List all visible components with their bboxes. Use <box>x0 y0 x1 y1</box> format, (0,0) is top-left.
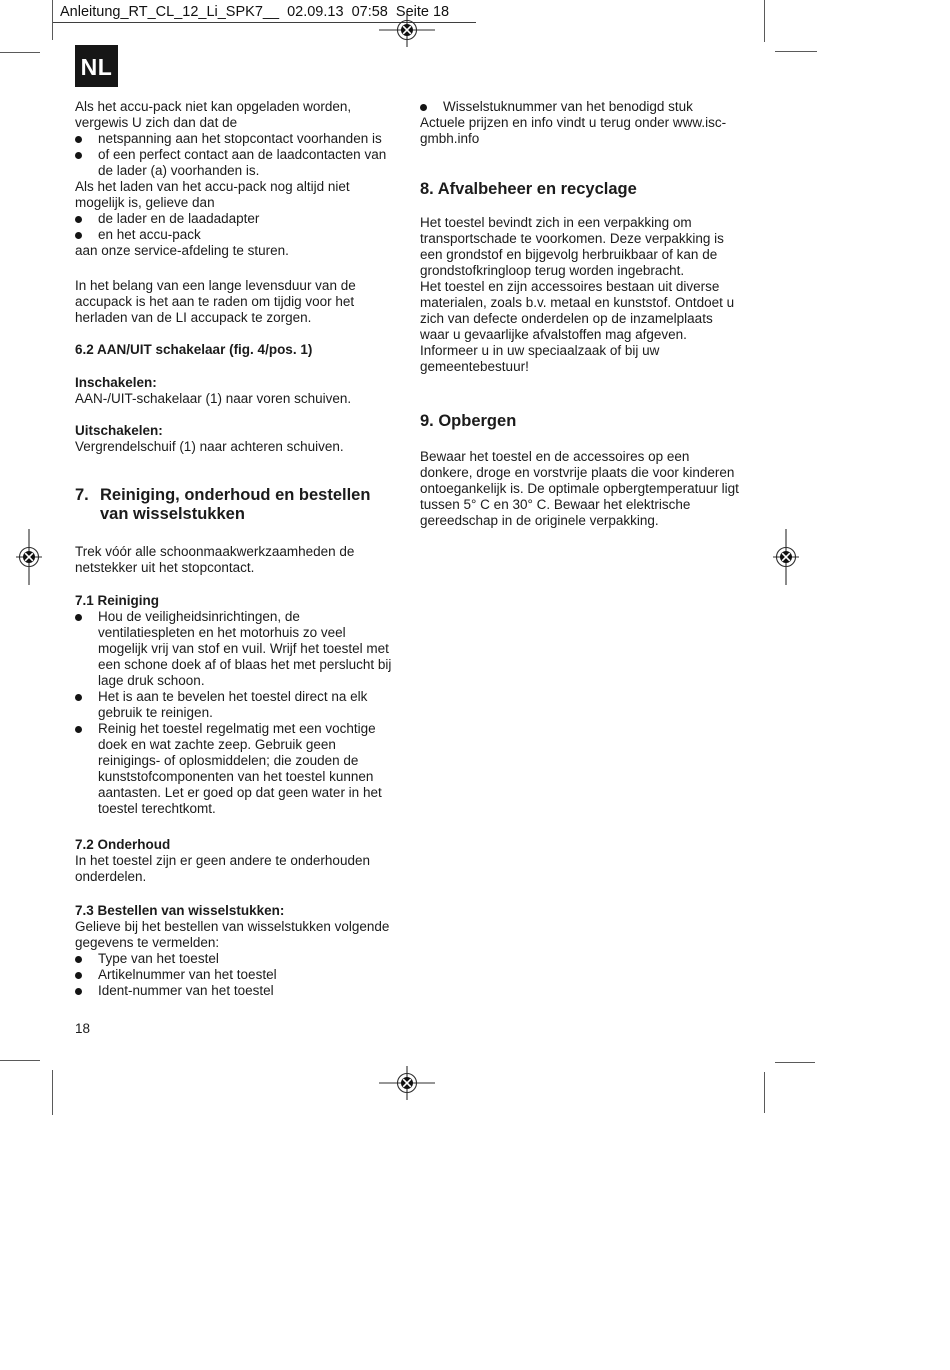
left-column <box>75 99 427 999</box>
bullet-icon <box>75 988 82 995</box>
text-line: de lader en de laadadapter <box>98 211 260 226</box>
text-line: Als het accu-pack niet kan opgeladen worden, <box>75 99 352 114</box>
text-line: mogelijk is, gelieve dan <box>75 195 215 210</box>
list-item <box>75 689 427 721</box>
text-line: gereedschap in de originele verpakking. <box>420 513 659 528</box>
section-9-heading: 9. Opbergen <box>420 412 517 430</box>
text-line: ventilatiespleten en het motorhuis zo veel <box>98 625 346 640</box>
proof-header-text: Anleitung_RT_CL_12_Li_SPK7__ 02.09.13 07:58 Seite 18 <box>60 4 450 20</box>
bullet-icon <box>75 136 82 143</box>
subheading-uitschakelen: Uitschakelen: <box>75 423 163 438</box>
text-line: onderdelen. <box>75 869 147 884</box>
text-line: reinigings- of oplosmiddelen; die zouden de <box>98 753 359 768</box>
text-line: Reinig het toestel regelmatig met een vochtige <box>98 721 376 736</box>
bullet-list-spare-part-number <box>420 99 772 115</box>
crop-mark <box>775 1062 815 1063</box>
text-line: kunststofcomponenten van het toestel kunnen <box>98 769 374 784</box>
text-line: of een perfect contact aan de laadcontacten van <box>98 147 387 162</box>
bullet-icon <box>75 152 82 159</box>
paragraph-charge-check <box>75 99 427 131</box>
heading-text <box>100 486 370 524</box>
switch-on-block <box>75 375 427 407</box>
paragraph-service-dept <box>75 243 427 259</box>
text-line: Hou de veiligheidsinrichtingen, de <box>98 609 300 624</box>
text-line: van wisselstukken <box>100 505 245 523</box>
text-line: Als het laden van het accu-pack nog altijd niet <box>75 179 350 194</box>
list-item-text <box>98 689 367 721</box>
text-line: Trek vóór alle schoonmaakwerkzaamheden de <box>75 544 355 559</box>
text-line: waar u gevaarlijke afvalstoffen mag afgeven. <box>420 327 687 342</box>
list-item-text <box>98 609 391 689</box>
crop-mark <box>52 0 53 40</box>
text-line: gebruik te reinigen. <box>98 705 213 720</box>
list-item-text <box>98 211 259 227</box>
bullet-list-send-in <box>75 211 427 243</box>
bullet-icon <box>75 972 82 979</box>
crop-mark <box>764 0 765 42</box>
list-item-text <box>98 967 277 983</box>
text-line: gegevens te vermelden: <box>75 935 220 950</box>
text-line: Informeer u in uw speciaalzaak of bij uw <box>420 343 660 358</box>
text-line: zich van defecte onderdelen op de inzamelplaats <box>420 311 713 326</box>
text-line: Actuele prijzen en info vindt u terug onder www.isc- <box>420 115 727 130</box>
crop-mark <box>52 1070 53 1115</box>
bullet-icon <box>75 216 82 223</box>
text-line: en het accu-pack <box>98 227 201 242</box>
paragraph-storage <box>420 449 772 529</box>
text-switch-on: AAN-/UIT-schakelaar (1) naar voren schuiven. <box>75 391 352 406</box>
crop-mark <box>775 51 817 52</box>
text-line: Reiniging, onderhoud en bestellen <box>100 486 371 504</box>
text-line: herladen van de LI accupack te zorgen. <box>75 310 312 325</box>
text-line: lage druk schoon. <box>98 673 205 688</box>
text-line: aantasten. Let er goed op dat geen water in het <box>98 785 382 800</box>
list-item <box>75 211 427 227</box>
bullet-icon <box>75 726 82 733</box>
bullet-icon <box>75 614 82 621</box>
language-badge: NL <box>75 45 118 87</box>
bullet-list-ordering-info <box>75 951 427 999</box>
text-line: Type van het toestel <box>98 951 219 966</box>
crop-mark <box>0 52 40 53</box>
paragraph-ordering-intro <box>75 919 427 951</box>
list-item <box>75 609 427 689</box>
text-line: materialen, zoals b.v. metaal en kunststof. Ontdoet u <box>420 295 735 310</box>
section-7-heading <box>75 486 427 524</box>
switch-off-block <box>75 423 427 455</box>
text-line: netstekker uit het stopcontact. <box>75 560 255 575</box>
registration-mark-icon <box>9 529 49 590</box>
text-line: Ident-nummer van het toestel <box>98 983 274 998</box>
text-line: tussen 5° C en 30° C. Bewaar het elektrische <box>420 497 691 512</box>
list-item-text <box>98 147 386 179</box>
list-item-text <box>98 983 274 999</box>
paragraph-recycling <box>420 215 772 375</box>
text-line: Het is aan te bevelen het toestel direct na elk <box>98 689 368 704</box>
paragraph-prices-info <box>420 115 772 147</box>
bullet-list-charge-check <box>75 131 427 179</box>
list-item <box>75 227 427 243</box>
registration-mark-icon <box>379 1063 435 1108</box>
list-item <box>75 951 427 967</box>
list-item <box>420 99 772 115</box>
paragraph-battery-life <box>75 278 427 326</box>
subheading-inschakelen: Inschakelen: <box>75 375 157 390</box>
text-line: Artikelnummer van het toestel <box>98 967 277 982</box>
paragraph-still-not-charging <box>75 179 427 211</box>
text-line: In het belang van een lange levensduur van de <box>75 278 356 293</box>
list-item <box>75 721 427 817</box>
list-item <box>75 983 427 999</box>
bullet-icon <box>420 104 427 111</box>
text-line: grondstofkringloop terug worden ingebracht. <box>420 263 685 278</box>
section-heading-7-2: 7.2 Onderhoud <box>75 837 171 852</box>
text-line: Bewaar het toestel en de accessoires op een <box>420 449 690 464</box>
page-number: 18 <box>75 1021 91 1036</box>
bullet-list-cleaning <box>75 609 427 817</box>
list-item-text <box>98 131 382 147</box>
heading-number: 7. <box>75 486 89 504</box>
text-line: ontoegankelijk is. De optimale opbergtemperatuur ligt <box>420 481 739 496</box>
text-line: donkere, droge en vorstvrije plaats die voor kinderen <box>420 465 735 480</box>
paragraph-maintenance <box>75 853 427 885</box>
text-line: aan onze service-afdeling te sturen. <box>75 243 289 258</box>
list-item-text <box>443 99 693 115</box>
crop-mark <box>764 1072 765 1113</box>
list-item-text <box>98 721 382 817</box>
bullet-icon <box>75 956 82 963</box>
text-line: transportschade te voorkomen. Deze verpakking is <box>420 231 724 246</box>
text-line: In het toestel zijn er geen andere te onderhouden <box>75 853 370 868</box>
text-line: de lader (a) voorhanden is. <box>98 163 260 178</box>
bullet-icon <box>75 232 82 239</box>
right-column <box>420 99 772 529</box>
list-item-text <box>98 951 219 967</box>
text-line: accupack is het aan te raden om tijdig voor het <box>75 294 355 309</box>
text-line: Wisselstuknummer van het benodigd stuk <box>443 99 693 114</box>
crop-mark <box>0 1060 40 1061</box>
text-line: doek en wat zachte zeep. Gebruik geen <box>98 737 336 752</box>
text-line: netspanning aan het stopcontact voorhanden is <box>98 131 382 146</box>
section-heading-7-1: 7.1 Reiniging <box>75 593 160 608</box>
list-item <box>75 967 427 983</box>
text-line: een grondstof en bijgevolg herbruikbaar of kan de <box>420 247 718 262</box>
bullet-icon <box>75 694 82 701</box>
section-heading-6-2: 6.2 AAN/UIT schakelaar (fig. 4/pos. 1) <box>75 342 313 357</box>
list-item <box>75 131 427 147</box>
text-line: gemeentebestuur! <box>420 359 529 374</box>
registration-mark-icon <box>379 10 435 55</box>
text-switch-off: Vergrendelschuif (1) naar achteren schuiven. <box>75 439 344 454</box>
text-line: Het toestel en zijn accessoires bestaan uit diverse <box>420 279 720 294</box>
section-heading-7-3: 7.3 Bestellen van wisselstukken: <box>75 903 285 918</box>
text-line: Het toestel bevindt zich in een verpakking om <box>420 215 692 230</box>
text-line: Gelieve bij het bestellen van wisselstukken volgende <box>75 919 390 934</box>
text-line: vergewis U zich dan dat de <box>75 115 238 130</box>
paragraph-unplug <box>75 544 427 576</box>
list-item-text <box>98 227 201 243</box>
text-line: mogelijk vrij van stof en vuil. Wrijf het toestel met <box>98 641 389 656</box>
section-8-heading: 8. Afvalbeheer en recyclage <box>420 180 637 198</box>
text-line: een schone doek af of blaas het met perslucht bij <box>98 657 392 672</box>
text-line: gmbh.info <box>420 131 480 146</box>
text-line: toestel terechtkomt. <box>98 801 216 816</box>
list-item <box>75 147 427 179</box>
registration-mark-icon <box>766 529 806 590</box>
